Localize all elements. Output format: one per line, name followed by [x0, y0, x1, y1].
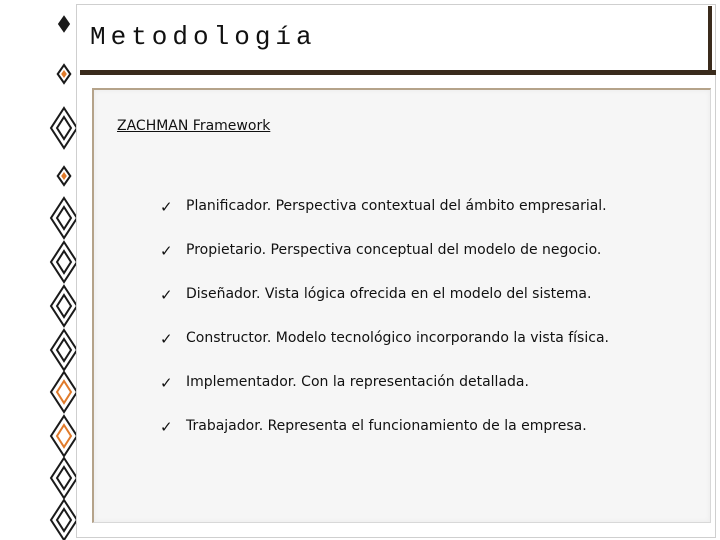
ornament-diamond: [51, 416, 77, 456]
list-item: [160, 286, 609, 330]
ornament-diamond-inner: [57, 339, 71, 361]
item-description: . Modelo tecnológico incorporando la vista física.: [266, 330, 609, 346]
item-description: . Representa el funcionamiento de la empresa.: [258, 418, 587, 434]
ornament-diamond-inner: [57, 207, 71, 229]
ornament-diamond-inner: [57, 295, 71, 317]
item-term: Constructor: [186, 330, 267, 346]
ornament-diamond-inner: [57, 117, 71, 139]
frame-rule-right: [708, 6, 712, 72]
ornament-diamond-inner: [57, 251, 71, 273]
list-item: [160, 198, 609, 242]
item-term: Implementador: [186, 374, 293, 390]
ornament-diamond: [51, 198, 77, 238]
ornament-diamond: [51, 242, 77, 282]
item-term: Diseñador: [186, 286, 256, 302]
ornament-dot: [61, 70, 67, 78]
ornament-diamond: [51, 500, 77, 540]
slide-subtitle: ZACHMAN Framework: [117, 118, 271, 134]
ornament-diamond: [51, 286, 77, 326]
ornament-diamond-inner: [57, 509, 71, 531]
title-rule: [80, 70, 716, 75]
item-term: Trabajador: [186, 418, 259, 434]
checkmark-icon: ✓: [160, 242, 173, 260]
ornament-diamond-inner: [57, 467, 71, 489]
item-term: Propietario: [186, 242, 262, 258]
checkmark-icon: ✓: [160, 198, 173, 216]
checkmark-icon: ✓: [160, 286, 173, 304]
item-description: . Con la representación detallada.: [292, 374, 529, 390]
ornament-dot: [61, 172, 67, 180]
bullet-list: [160, 198, 609, 462]
list-item: [160, 330, 609, 374]
ornament-diamond-inner: [57, 381, 71, 403]
slide-title: Metodología: [90, 22, 317, 52]
checkmark-icon: ✓: [160, 374, 173, 392]
checkmark-icon: ✓: [160, 330, 173, 348]
list-item: [160, 242, 609, 286]
item-description: . Vista lógica ofrecida en el modelo del sistema.: [255, 286, 592, 302]
list-item: [160, 374, 609, 418]
checkmark-icon: ✓: [160, 418, 173, 436]
item-description: . Perspectiva conceptual del modelo de negocio.: [261, 242, 602, 258]
ornament-diamond: [51, 458, 77, 498]
ornament-diamond: [51, 330, 77, 370]
item-description: . Perspectiva contextual del ámbito empresarial.: [266, 198, 607, 214]
ornament-diamond: [51, 372, 77, 412]
ornament-diamond-inner: [57, 425, 71, 447]
list-item: [160, 418, 609, 462]
item-term: Planificador: [186, 198, 267, 214]
ornament-diamond: [59, 17, 69, 31]
ornament-diamond: [51, 108, 77, 148]
